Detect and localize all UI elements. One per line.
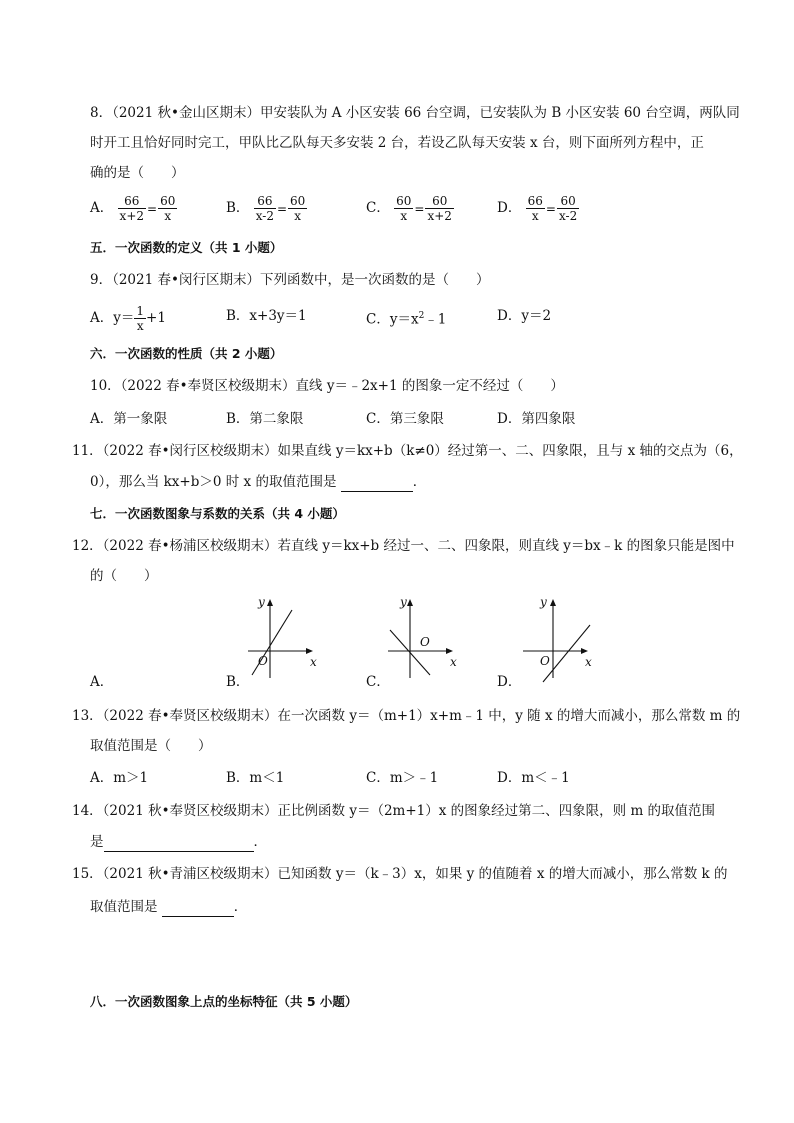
q10-option-a: A．第一象限 xyxy=(90,411,168,427)
equals-sign: = xyxy=(414,201,425,216)
q8-option-b xyxy=(226,194,307,223)
frac-numerator: 1 xyxy=(136,304,145,318)
frac-denominator: x xyxy=(294,209,302,223)
q9-stem: 9．（2021 春•闵行区期末）下列函数中，是一次函数的是（ ） xyxy=(90,272,490,288)
arrow-icon xyxy=(446,648,453,654)
q11-line1: 11．（2022 春•闵行区校级期末）如果直线 y＝kx+b（k≠0）经过第一、二、四象限，且与 x 轴的交点为（6， xyxy=(72,443,743,459)
frac-denominator: x xyxy=(400,209,408,223)
arrow-icon xyxy=(550,599,556,606)
frac-numerator: 60 xyxy=(160,194,176,208)
answer-blank[interactable] xyxy=(341,477,413,492)
frac-denominator: x-2 xyxy=(558,209,578,223)
q13-option-a: A．m＞1 xyxy=(90,770,149,786)
q12-label-a: A． xyxy=(90,674,114,690)
arrow-icon xyxy=(407,599,413,606)
frac-denominator: x xyxy=(531,209,539,223)
graph-b-origin: O xyxy=(258,654,268,668)
frac-denominator: x+2 xyxy=(119,209,145,223)
q10-stem: 10．（2022 春•奉贤区校级期末）直线 y＝﹣2x+1 的图象一定不经过（ ） xyxy=(90,378,564,394)
option-expr-tail: +1 xyxy=(146,310,166,326)
answer-blank[interactable] xyxy=(162,902,234,917)
q15-end: ． xyxy=(233,899,248,915)
option-label: C． xyxy=(366,200,390,216)
q13-line2: 取值范围是（ ） xyxy=(90,738,212,754)
graph-d-origin: O xyxy=(540,654,550,668)
q11-text: 0），那么当 kx+b＞0 时 x 的取值范围是 xyxy=(90,474,337,490)
q8-line1: 8．（2021 秋•金山区期末）甲安装队为 A 小区安装 66 台空调，已安装队为 B 小区安装 60 台空调，两队同 xyxy=(90,105,740,121)
section-5-title: 五．一次函数的定义（共 1 小题） xyxy=(90,240,283,255)
q12-line1: 12．（2022 春•杨浦区校级期末）若直线 y＝kx+b 经过一、二、四象限，则直线 y＝bx﹣k 的图象只能是图中 xyxy=(72,538,735,554)
q10-option-b: B．第二象限 xyxy=(226,411,304,427)
section-8-title: 八．一次函数图象上点的坐标特征（共 5 小题） xyxy=(90,994,358,1009)
option-label: D． xyxy=(497,200,522,216)
frac-denominator: x xyxy=(136,319,144,333)
q10-option-d: D．第四象限 xyxy=(497,411,576,427)
q9-option-c xyxy=(366,306,446,330)
frac-numerator: 66 xyxy=(254,194,276,209)
option-expr-tail: ﹣1 xyxy=(424,311,447,328)
q8-line3: 确的是（ ） xyxy=(90,165,185,181)
q15-text: 取值范围是 xyxy=(90,899,158,915)
q14-end: ． xyxy=(253,834,267,850)
arrow-icon xyxy=(267,599,273,606)
option-expr: y＝ xyxy=(113,310,135,326)
answer-blank[interactable] xyxy=(104,837,254,852)
option-label: B． xyxy=(226,200,250,216)
graph-d-x-label: x xyxy=(585,655,592,669)
frac-denominator: x-2 xyxy=(255,209,274,223)
section-6-title: 六．一次函数的性质（共 2 小题） xyxy=(90,346,283,361)
graph-d-line xyxy=(543,625,590,682)
q8-option-d xyxy=(497,194,579,223)
option-label: A． xyxy=(90,310,114,326)
frac-numerator: 60 xyxy=(425,194,453,209)
graph-c-origin: O xyxy=(420,635,430,649)
frac-denominator: x xyxy=(164,209,172,223)
q14-text: 是 xyxy=(90,834,104,850)
exponent: 2 xyxy=(418,311,425,321)
q12-graphs xyxy=(0,590,794,700)
graph-c-y-label: y xyxy=(400,595,407,609)
graph-b-x-label: x xyxy=(310,655,317,669)
equals-sign: = xyxy=(545,201,556,216)
q8-option-a xyxy=(90,194,177,223)
option-label: A． xyxy=(90,200,114,216)
frac-numerator: 60 xyxy=(290,194,306,208)
graph-c-x-label: x xyxy=(450,655,457,669)
frac-numerator: 66 xyxy=(118,194,146,209)
frac-numerator: 66 xyxy=(527,194,543,208)
q15-line2 xyxy=(90,897,247,917)
q11-end: ． xyxy=(412,474,427,490)
q12-line2: 的（ ） xyxy=(90,568,158,584)
q11-line2 xyxy=(90,472,426,492)
q12-label-b: B． xyxy=(226,674,250,690)
q10-option-c: C．第三象限 xyxy=(366,411,444,427)
q8-line2: 时开工且恰好同时完工，甲队比乙队每天多安装 2 台，若设乙队每天安装 x 台，则下面所列方程中，正 xyxy=(90,135,704,151)
q13-option-d: D．m＜﹣1 xyxy=(497,770,570,786)
q12-label-d: D． xyxy=(497,674,522,690)
graph-d-y-label: y xyxy=(540,595,547,609)
q15-line1: 15．（2021 秋•青浦区校级期末）已知函数 y＝（k﹣3）x，如果 y 的值随着 x 的增大而减小，那么常数 k 的 xyxy=(72,866,728,882)
q14-line2 xyxy=(90,832,267,852)
equals-sign: = xyxy=(147,201,158,216)
q9-option-a xyxy=(90,304,166,333)
option-expr: C．y＝x xyxy=(366,311,419,328)
frac-denominator: x+2 xyxy=(427,209,452,223)
section-7-title: 七．一次函数图象与系数的关系（共 4 小题） xyxy=(90,506,345,521)
q13-line1: 13．（2022 春•奉贤区校级期末）在一次函数 y＝（m+1）x+m﹣1 中，y 随 x 的增大而减小，那么常数 m 的 xyxy=(72,708,741,724)
q14-line1: 14．（2021 秋•奉贤区校级期末）正比例函数 y＝（2m+1）x 的图象经过第二、四象限，则 m 的取值范围 xyxy=(72,803,716,819)
q13-option-c: C．m＞﹣1 xyxy=(366,770,439,786)
graph-b-y-label: y xyxy=(258,595,265,609)
q13-option-b: B．m＜1 xyxy=(226,770,285,786)
arrow-icon xyxy=(581,648,588,654)
frac-numerator: 60 xyxy=(557,194,579,209)
q9-option-b: B．x+3y＝1 xyxy=(226,308,307,324)
frac-numerator: 60 xyxy=(396,194,412,208)
q8-option-c xyxy=(366,194,454,223)
arrow-icon xyxy=(306,648,313,654)
q9-option-d: D．y＝2 xyxy=(497,308,552,324)
q12-label-c: C． xyxy=(366,674,390,690)
equals-sign: = xyxy=(276,201,288,216)
